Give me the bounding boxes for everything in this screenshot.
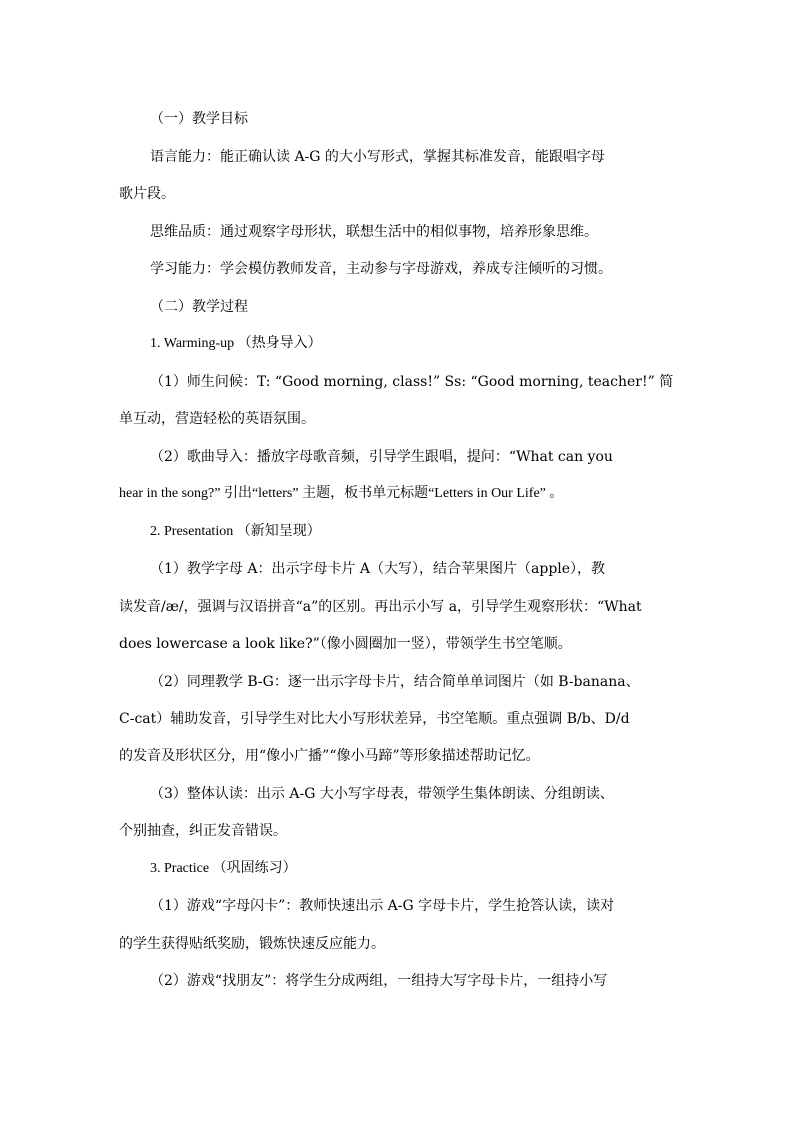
section-heading-objectives: （一）教学目标 bbox=[150, 111, 248, 127]
paragraph-song-intro: （2）歌曲导入：播放字母歌音频，引导学生跟唱，提问：“What can you bbox=[150, 449, 613, 465]
paragraph-overall-reading: （3）整体认读：出示 A-G 大小写字母表，带领学生集体朗读、分组朗读、 bbox=[150, 786, 614, 802]
paragraph-line: 歌片段。 bbox=[119, 186, 175, 202]
paragraph-line: 个别抽查，纠正发音错误。 bbox=[119, 823, 287, 839]
paragraph-line: 读发音/æ/，强调与汉语拼音“a”的区别。再出示小写 a，引导学生观察形状：“What bbox=[119, 599, 642, 615]
paragraph-teach-b-g: （2）同理教学 B-G：逐一出示字母卡片，结合简单单词图片（如 B-banana、 bbox=[150, 674, 640, 690]
step-heading-warming-up: 1. Warming-up （热身导入） bbox=[150, 336, 322, 351]
paragraph-language-ability: 语言能力：能正确认读 A-G 的大小写形式，掌握其标准发音，能跟唱字母 bbox=[150, 149, 605, 165]
paragraph-line: C-cat）辅助发音，引导学生对比大小写形状差异，书空笔顺。重点强调 B/b、D/d bbox=[119, 711, 630, 727]
paragraph-greeting: （1）师生问候：T: “Good morning, class!” Ss: “Good morning, teacher!” 简 bbox=[150, 374, 674, 390]
paragraph-thinking-quality: 思维品质：通过观察字母形状，联想生活中的相似事物，培养形象思维。 bbox=[150, 224, 598, 240]
paragraph-flash-card-game: （1）游戏“字母闪卡”：教师快速出示 A-G 字母卡片，学生抢答认读，读对 bbox=[150, 898, 615, 914]
step-heading-practice: 3. Practice （巩固练习） bbox=[150, 861, 297, 876]
paragraph-find-friends-game: （2）游戏“找朋友”：将学生分成两组，一组持大写字母卡片，一组持小写 bbox=[150, 973, 608, 989]
paragraph-learning-ability: 学习能力：学会模仿教师发音，主动参与字母游戏，养成专注倾听的习惯。 bbox=[150, 261, 612, 277]
paragraph-line: hear in the song?” 引出“letters” 主题，板书单元标题“Letters in Our Life” 。 bbox=[119, 486, 564, 501]
paragraph-line: does lowercase a look like?”（像小圆圈加一竖），带领学生书空笔顺。 bbox=[119, 636, 572, 652]
paragraph-line: 的学生获得贴纸奖励，锻炼快速反应能力。 bbox=[119, 936, 385, 952]
step-heading-presentation: 2. Presentation （新知呈现） bbox=[150, 524, 321, 539]
section-heading-process: （二）教学过程 bbox=[150, 299, 248, 315]
paragraph-line: 的发音及形状区分，用“像小广播”“像小马蹄”等形象描述帮助记忆。 bbox=[119, 748, 540, 764]
paragraph-line: 单互动，营造轻松的英语氛围。 bbox=[119, 411, 315, 427]
paragraph-teach-letter-a: （1）教学字母 A：出示字母卡片 A（大写），结合苹果图片（apple），教 bbox=[150, 561, 606, 577]
